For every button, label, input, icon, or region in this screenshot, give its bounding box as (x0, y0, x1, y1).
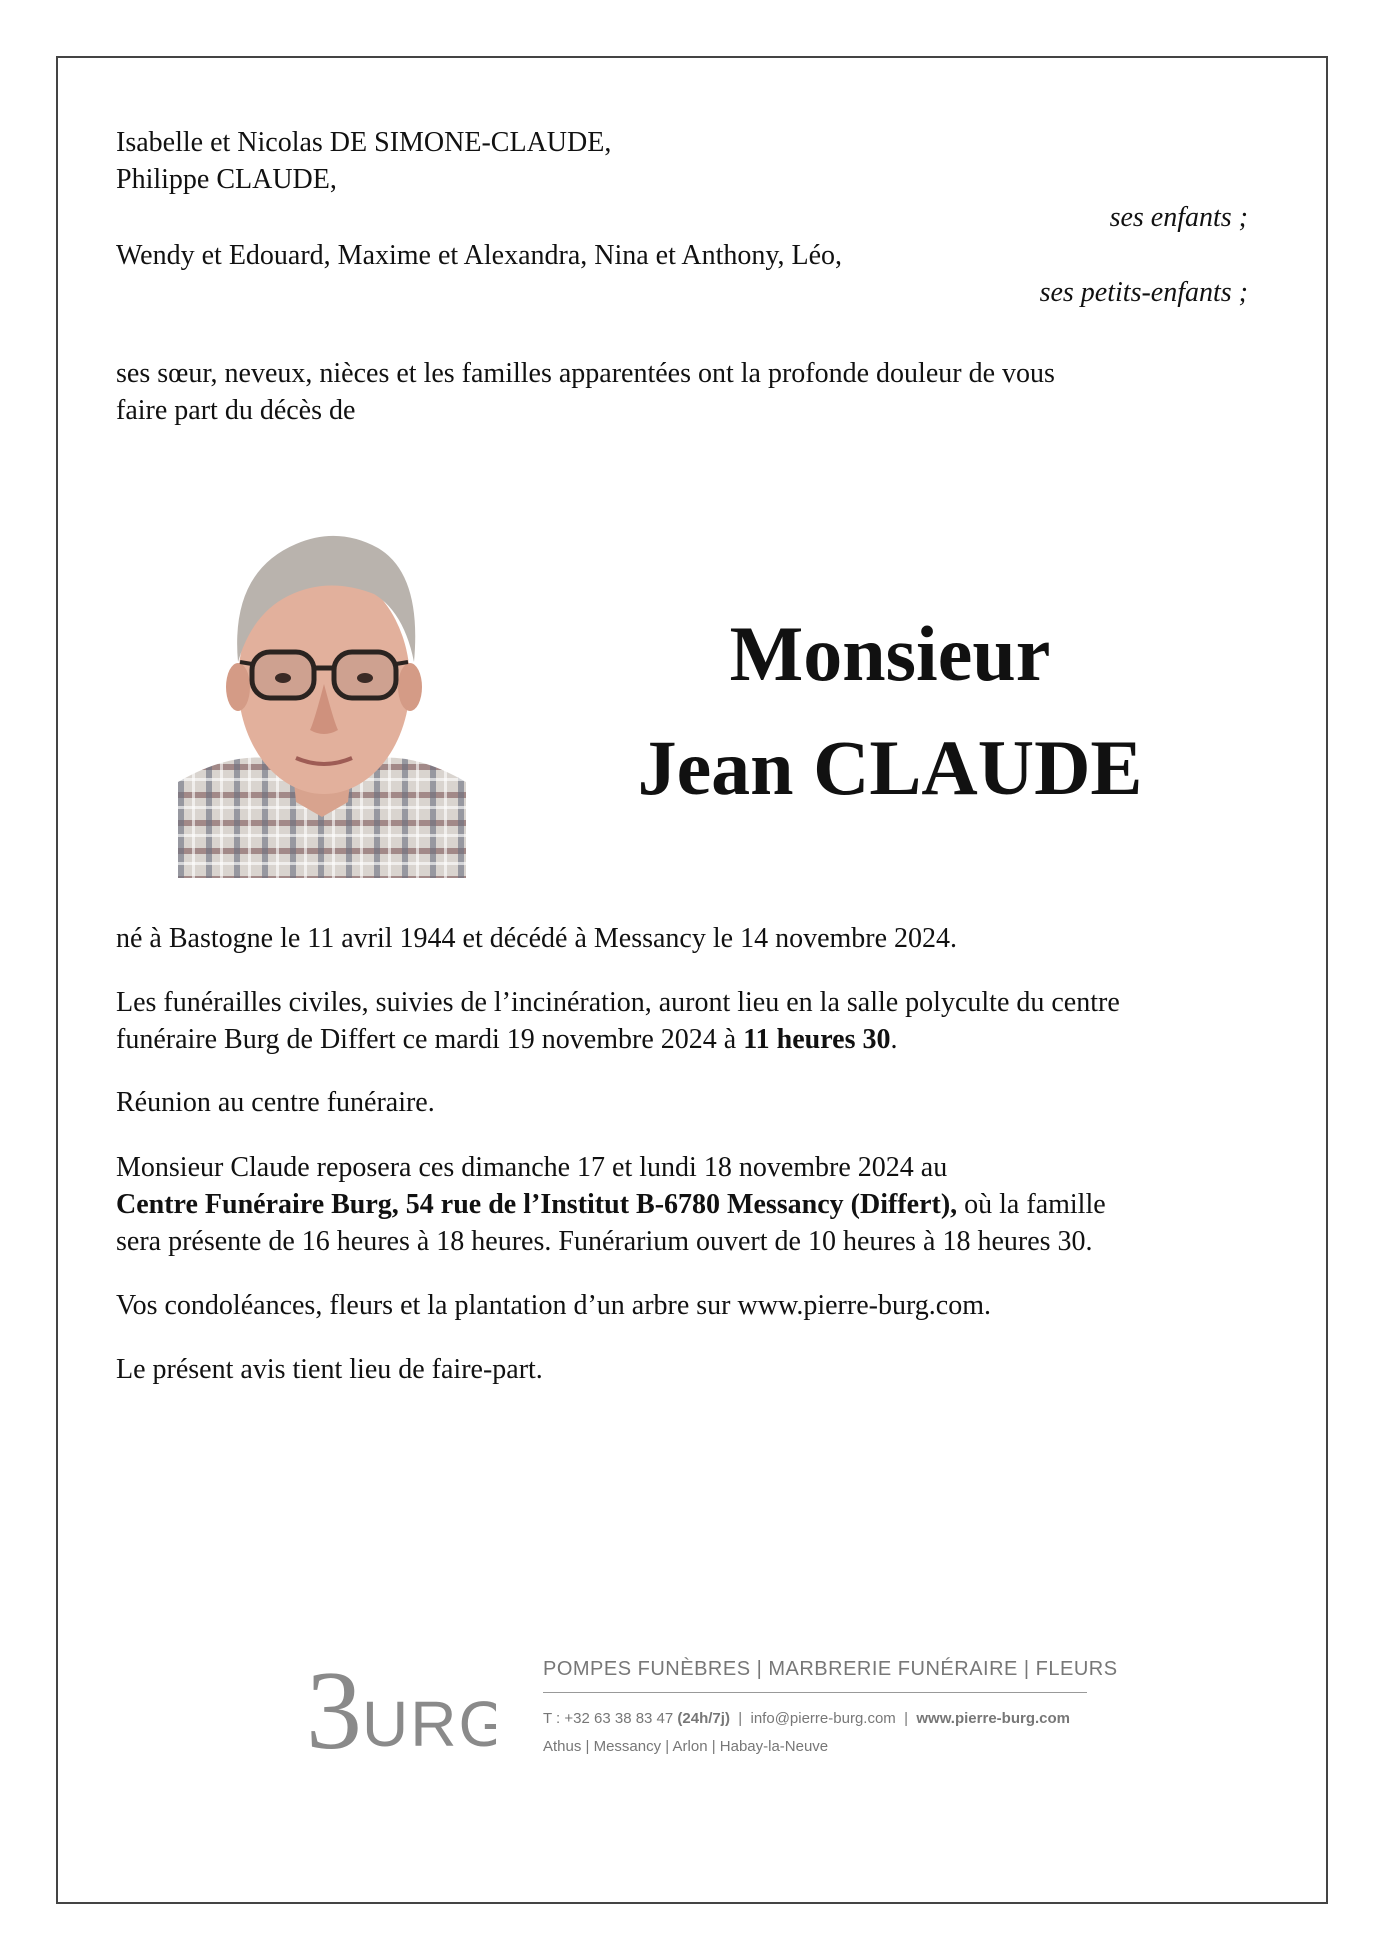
footer-website-link[interactable]: www.pierre-burg.com (916, 1710, 1070, 1727)
children-label: ses enfants ; (1109, 202, 1248, 233)
family-line-2: Philippe CLAUDE, (116, 164, 337, 195)
footer-contact (543, 1710, 1070, 1727)
footer-locations: Athus | Messancy | Arlon | Habay-la-Neuve (543, 1738, 829, 1755)
burg-logo (306, 1658, 496, 1754)
deceased-title: Monsieur (729, 610, 1051, 697)
funeral-time: 11 heures 30 (743, 1024, 891, 1055)
rest-line-3: sera présente de 16 heures à 18 heures. Funérarium ouvert de 10 heures à 18 heures 30. (116, 1226, 1093, 1257)
funeral-line-2 (116, 1021, 1286, 1058)
footer-divider (543, 1692, 1087, 1693)
funeral-date-text: funéraire Burg de Differt ce mardi 19 novembre 2024 à (116, 1024, 744, 1055)
footer-phone: T : +32 63 38 83 47 (543, 1710, 678, 1727)
burg-logo-b: 3 (306, 1658, 362, 1754)
footer-services: POMPES FUNÈBRES | MARBRERIE FUNÉRAIRE | FLEURS (543, 1658, 1118, 1680)
announce-line-1: ses sœur, neveux, nièces et les familles apparentées ont la profonde douleur de vous (116, 358, 1055, 389)
footer-email[interactable]: | info@pierre-burg.com | (729, 1710, 917, 1727)
funeral-paragraph (116, 984, 1286, 1058)
family-line-3: Wendy et Edouard, Maxime et Alexandra, Nina et Anthony, Léo, (116, 240, 843, 271)
funeral-center-address: Centre Funéraire Burg, 54 rue de l’Institut B-6780 Messancy (Differt), (116, 1189, 958, 1220)
portrait-photo (178, 512, 466, 878)
reunion-line: Réunion au centre funéraire. (116, 1087, 435, 1118)
rest-line-2-end: où la famille (957, 1189, 1106, 1220)
funeral-line-1: Les funérailles civiles, suivies de l’incinération, auront lieu en la salle polyculte du centre (116, 987, 1120, 1018)
footer-phone-hours: (24h/7j) (677, 1710, 730, 1727)
rest-line-1: Monsieur Claude reposera ces dimanche 17 et lundi 18 novembre 2024 au (116, 1152, 948, 1183)
condolences-line: Vos condoléances, fleurs et la plantation d’un arbre sur www.pierre-burg.com. (116, 1290, 991, 1321)
notice-line: Le présent avis tient lieu de faire-part. (116, 1354, 543, 1385)
page-frame (56, 56, 1328, 1904)
grandchildren-label: ses petits-enfants ; (1039, 277, 1248, 308)
rest-paragraph (116, 1149, 1286, 1260)
funeral-period: . (890, 1024, 898, 1055)
rest-line-2 (116, 1186, 1286, 1223)
family-line-1: Isabelle et Nicolas DE SIMONE-CLAUDE, (116, 127, 612, 158)
deceased-name: Jean CLAUDE (637, 724, 1143, 811)
announce-line-2: faire part du décès de (116, 395, 356, 426)
svg-text:URG: URG (362, 1688, 496, 1754)
birth-death-line: né à Bastogne le 11 avril 1944 et décédé à Messancy le 14 novembre 2024. (116, 923, 958, 954)
